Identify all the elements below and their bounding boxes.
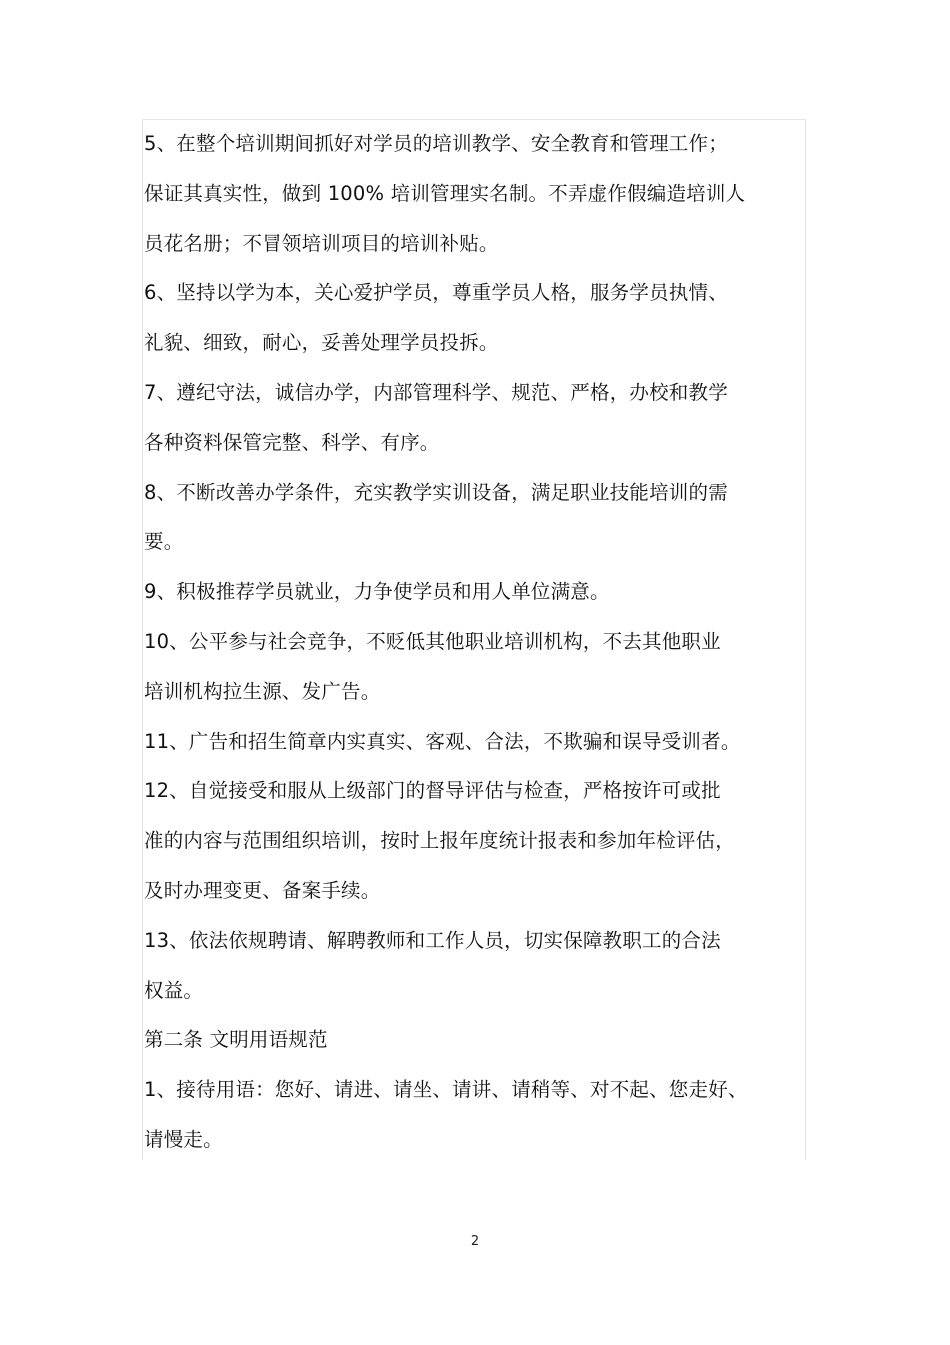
text-line: 要。	[144, 530, 184, 554]
text-line: 礼貌、细致，耐心，妥善处理学员投拆。	[144, 331, 499, 355]
text-line: 12、自觉接受和服从上级部门的督导评估与检查，严格按许可或批	[144, 779, 721, 803]
text-line: 7、遵纪守法，诚信办学，内部管理科学、规范、严格，办校和教学	[144, 380, 728, 404]
page-number: 2	[470, 1234, 480, 1249]
text-line: 1、接待用语：您好、请进、请坐、请讲、请稍等、对不起、您走好、	[144, 1078, 748, 1102]
document-body	[144, 119, 804, 1165]
text-line: 5、在整个培训期间抓好对学员的培训教学、安全教育和管理工作；	[144, 132, 728, 155]
text-line: 员花名册；不冒领培训项目的培训补贴。	[144, 231, 499, 255]
text-line: 8、不断改善办学条件，充实教学实训设备，满足职业技能培训的需	[144, 480, 728, 504]
text-line: 及时办理变更、备案手续。	[144, 878, 381, 902]
text-line: 各种资料保管完整、科学、有序。	[144, 430, 440, 454]
text-line: 准的内容与范围组织培训，按时上报年度统计报表和参加年检评估，	[144, 829, 736, 853]
text-line: 10、公平参与社会竞争，不贬低其他职业培训机构，不去其他职业	[144, 629, 721, 653]
section-heading: 第二条 文明用语规范	[144, 1028, 328, 1052]
text-line: 保证其真实性，做到 100% 培训管理实名制。不弄虚作假编造培训人	[144, 181, 746, 205]
text-line: 11、广告和招生简章内实真实、客观、合法，不欺骗和误导受训者。	[144, 729, 741, 753]
text-line: 培训机构拉生源、发广告。	[144, 679, 381, 703]
text-line: 13、依法依规聘请、解聘教师和工作人员，切实保障教职工的合法	[144, 928, 721, 952]
text-line: 9、积极推荐学员就业，力争使学员和用人单位满意。	[144, 580, 610, 604]
text-line: 6、坚持以学为本，关心爱护学员，尊重学员人格，服务学员执情、	[144, 281, 728, 305]
text-line: 权益。	[144, 978, 204, 1002]
text-line: 请慢走。	[144, 1127, 223, 1151]
